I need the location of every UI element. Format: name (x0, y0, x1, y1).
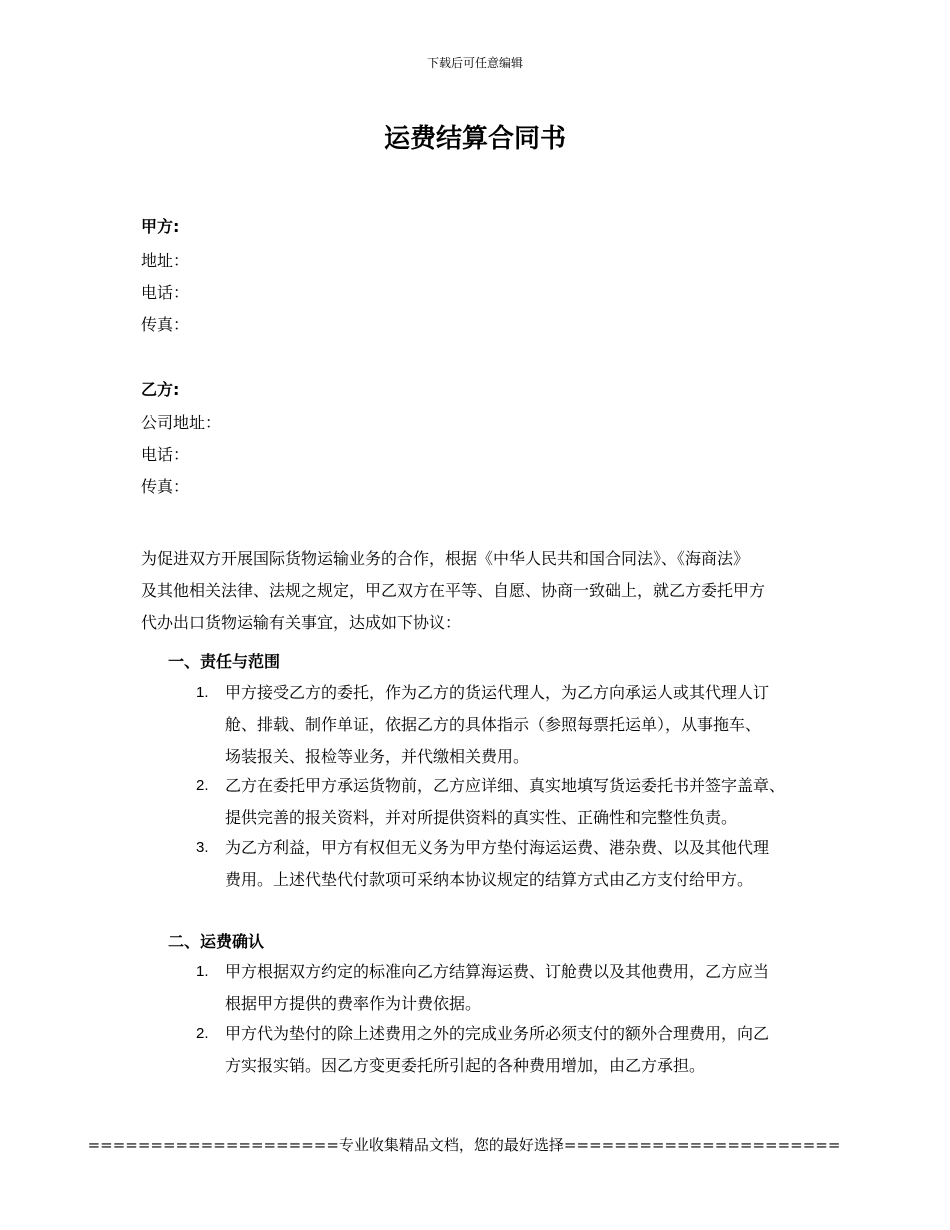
item-number: 2. (196, 1025, 209, 1042)
item-line: 场装报关、报检等业务，并代缴相关费用。 (225, 747, 530, 766)
intro-line: 为促进双方开展国际货物运输业务的合作，根据《中华人民共和国合同法》、《海商法》 (141, 549, 750, 568)
party-b-label: 乙方: (141, 380, 180, 399)
intro-paragraph (141, 543, 831, 639)
item-line: 甲方代为垫付的除上述费用之外的完成业务所必须支付的额外合理费用，向乙 (225, 1024, 770, 1043)
party-b-address: 公司地址： (141, 413, 222, 432)
item-line: 乙方在委托甲方承运货物前，乙方应详细、真实地填写货运委托书并签字盖章、 (225, 776, 786, 795)
intro-line: 代办出口货物运输有关事宜，达成如下协议： (141, 613, 462, 632)
party-a-fax: 传真： (141, 315, 190, 334)
intro-line: 及其他相关法律、法规之规定，甲乙双方在平等、自愿、协商一致础上，就乙方委托甲方 (141, 581, 766, 600)
item-number: 1. (196, 963, 209, 980)
item-number: 1. (196, 684, 209, 701)
item-text (225, 956, 769, 1020)
item-line: 提供完善的报关资料，并对所提供资料的真实性、正确性和完整性负责。 (225, 808, 738, 827)
item-text (225, 770, 785, 834)
party-b-fax: 传真： (141, 477, 190, 496)
item-number: 2. (196, 777, 209, 794)
item-line: 甲方接受乙方的委托，作为乙方的货运代理人，为乙方向承运人或其代理人订 (225, 683, 770, 702)
item-line: 舱、排载、制作单证，依据乙方的具体指示（参照每票托运单），从事拖车、 (225, 715, 762, 734)
footer-note: ====================专业收集精品文档，您的最好选择====================== (87, 1136, 841, 1154)
item-line: 为乙方利益，甲方有权但无义务为甲方垫付海运运费、港杂费、以及其他代理 (225, 838, 770, 857)
section-heading-responsibility: 一、责任与范围 (168, 652, 281, 671)
item-line: 根据甲方提供的费率作为计费依据。 (225, 994, 482, 1013)
item-text (225, 677, 769, 773)
item-line: 费用。上述代垫代付款项可采纳本协议规定的结算方式由乙方支付给甲方。 (225, 870, 754, 889)
item-number: 3. (196, 839, 209, 856)
party-a-address: 地址： (141, 251, 190, 270)
party-a-label: 甲方: (141, 217, 180, 236)
party-b-phone: 电话： (141, 445, 190, 464)
item-line: 方实报实销。因乙方变更委托所引起的各种费用增加，由乙方承担。 (225, 1056, 706, 1075)
document-title: 运费结算合同书 (383, 124, 566, 154)
section-heading-freight-confirmation: 二、运费确认 (168, 932, 265, 951)
item-line: 甲方根据双方约定的标准向乙方结算海运费、订舱费以及其他费用，乙方应当 (225, 962, 770, 981)
item-text (225, 1018, 769, 1082)
item-text (225, 832, 769, 896)
party-a-phone: 电话： (141, 283, 190, 302)
header-note: 下载后可任意编辑 (426, 56, 523, 70)
